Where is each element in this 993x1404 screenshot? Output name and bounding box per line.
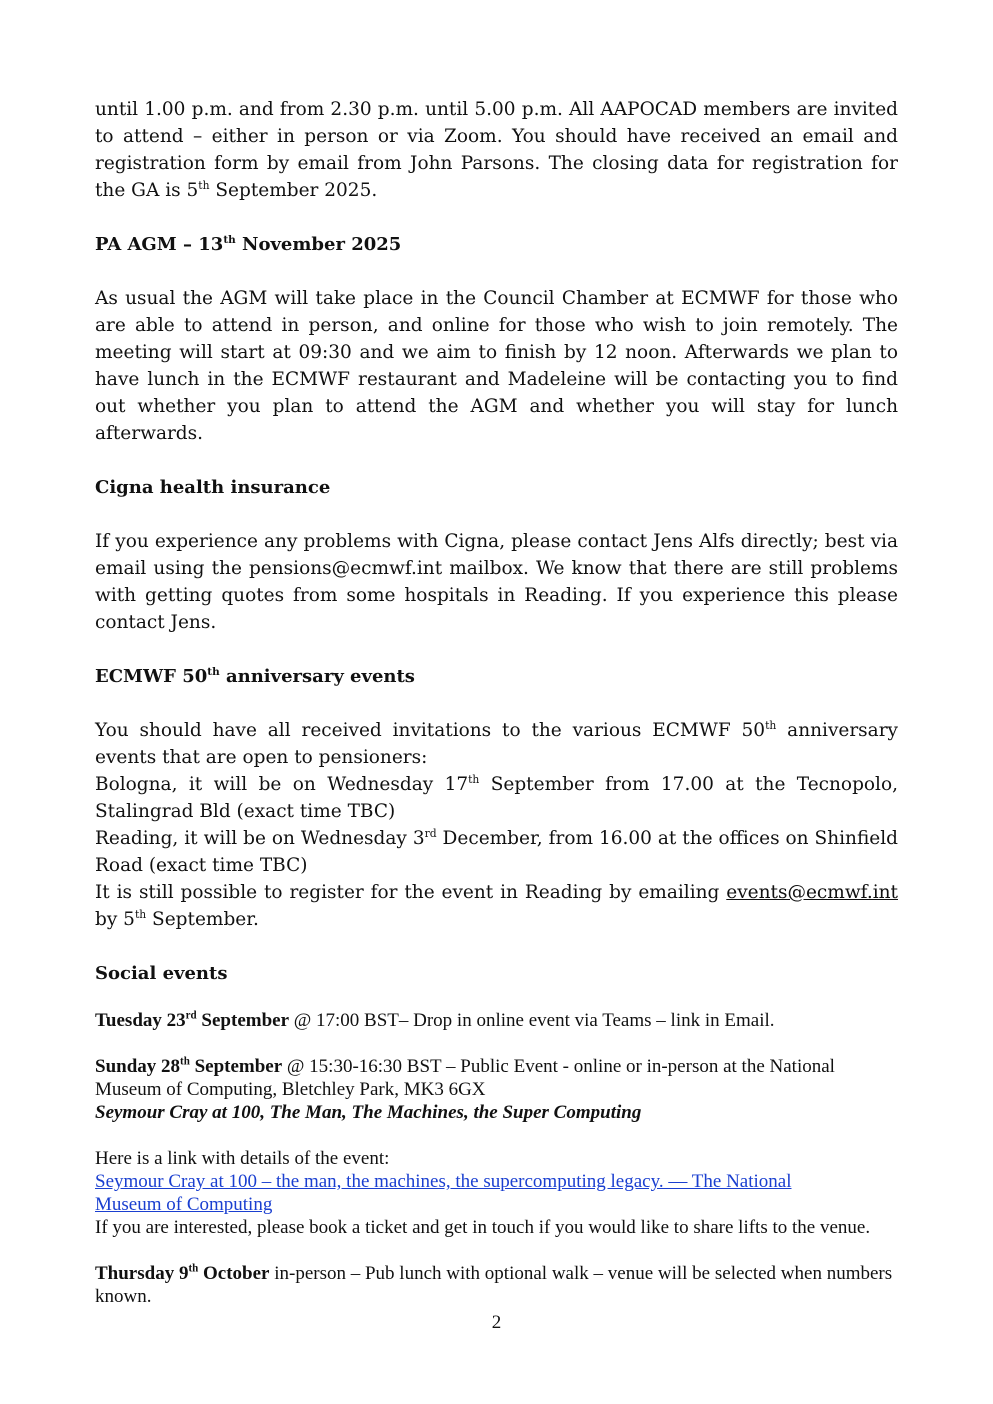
ga-paragraph: until 1.00 p.m. and from 2.30 p.m. until 5.00 p.m. All AAPOCAD members are invited to attend – either in person or via Zoom. You should have received an email and registration form by email from John Parsons. The closing data for registration for the GA is 5th September 2025. — [95, 99, 898, 201]
social-sunday: Sunday 28th September @ 15:30-16:30 BST – Public Event - online or in-person at the National Museum of Computing, Bletchley Park, MK3 6GX — [95, 1055, 835, 1100]
events-email-link[interactable]: events@ecmwf.int — [726, 882, 898, 903]
social-sunday-title: Seymour Cray at 100, The Man, The Machines, the Super Computing — [95, 1102, 642, 1123]
cigna-paragraph: If you experience any problems with Cigna, please contact Jens Alfs directly; best via email using the pensions@ecmwf.int mailbox. We know that there are still problems with getting quotes from some hospitals in Reading. If you experience this please contact Jens. — [95, 531, 898, 633]
document-page — [95, 96, 898, 1308]
social-interest: If you are interested, please book a ticket and get in touch if you would like to share lifts to the venue. — [95, 1217, 871, 1238]
anniversary-heading: ECMWF 50th anniversary events — [95, 666, 415, 687]
anniversary-intro: You should have all received invitations to the various ECMWF 50th anniversary events that are open to pensioners: — [95, 718, 899, 768]
social-heading: Social events — [95, 963, 228, 984]
social-link-intro: Here is a link with details of the event: — [95, 1148, 390, 1169]
social-tuesday: Tuesday 23rd September @ 17:00 BST– Drop in online event via Teams – link in Email. — [95, 1009, 775, 1031]
seymour-cray-event-link[interactable]: Seymour Cray at 100 – the man, the machines, the supercomputing legacy. — The National Museum of Computing — [95, 1171, 792, 1215]
social-link-line — [95, 1170, 898, 1216]
agm-heading: PA AGM – 13th November 2025 — [95, 234, 402, 255]
social-thursday: Thursday 9th October in-person – Pub lunch with optional walk – venue will be selected when numbers known. — [95, 1262, 893, 1307]
anniversary-bologna: Bologna, it will be on Wednesday 17th September from 17.00 at the Tecnopolo, Stalingrad Bld (exact time TBC) — [95, 772, 898, 822]
anniversary-reading: Reading, it will be on Wednesday 3rd December, from 16.00 at the offices on Shinfield Road (exact time TBC) — [95, 826, 898, 876]
cigna-heading: Cigna health insurance — [95, 477, 331, 498]
page-number: 2 — [491, 1312, 502, 1333]
agm-paragraph: As usual the AGM will take place in the Council Chamber at ECMWF for those who are able to attend in person, and online for those who wish to join remotely. The meeting will start at 09:30 and we aim to finish by 12 noon. Afterwards we plan to have lunch in the ECMWF restaurant and Madeleine will be contacting you to find out whether you plan to attend the AGM and whether you will stay for lunch afterwards. — [95, 288, 898, 444]
anniversary-register: It is still possible to register for the event in Reading by emailing events@ecmwf.int by 5th September. — [95, 882, 898, 930]
